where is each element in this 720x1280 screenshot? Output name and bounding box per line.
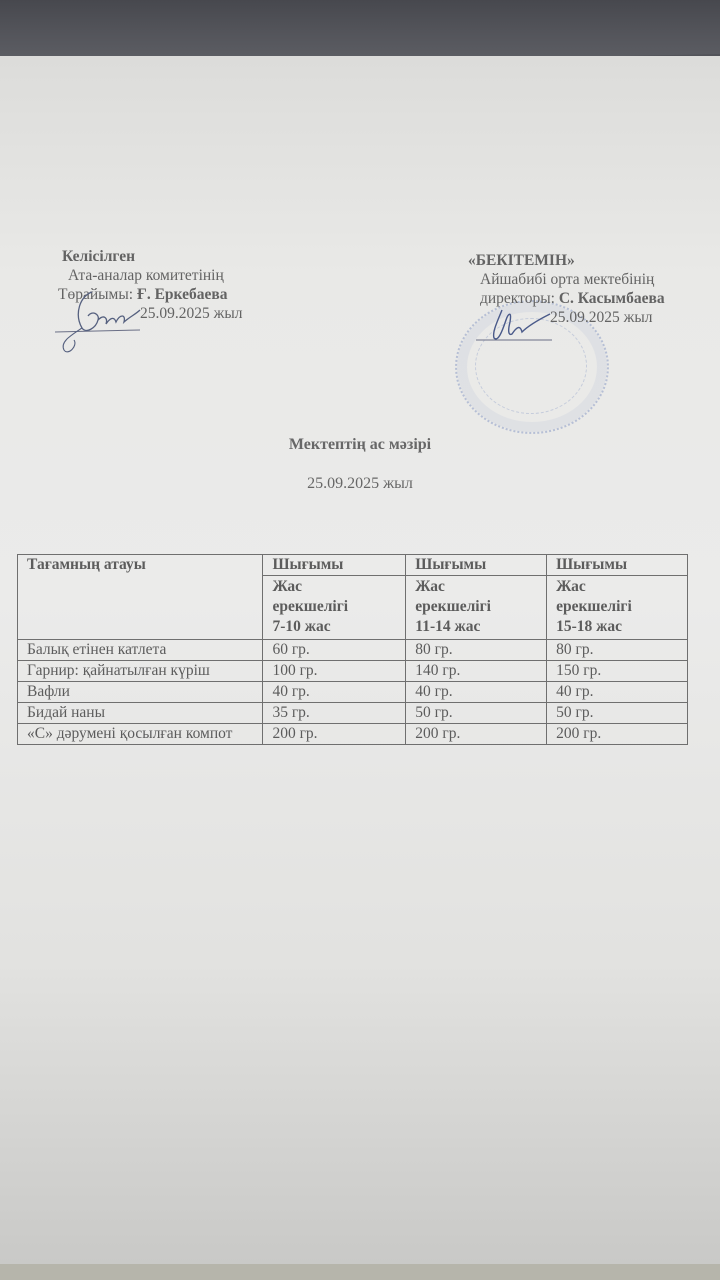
age-label: ерекшелігі <box>272 598 349 615</box>
portion-7-10: 35 гр. <box>263 703 406 724</box>
age-range: 15-18 жас <box>556 618 623 635</box>
agreed-date: 25.09.2025 жыл <box>140 305 243 322</box>
stamp-inner-ring <box>475 318 587 414</box>
menu-table <box>17 554 688 745</box>
table-row <box>18 724 688 745</box>
age-label: Жас <box>272 578 303 595</box>
portion-15-18: 80 гр. <box>547 640 688 661</box>
table-row <box>18 703 688 724</box>
header-age-7-10 <box>263 576 406 640</box>
chairperson-name: Ғ. Еркебаева <box>136 286 228 303</box>
approved-heading: «БЕКІТЕМІН» <box>468 252 575 269</box>
portion-15-18: 150 гр. <box>547 661 688 682</box>
portion-11-14: 40 гр. <box>406 682 547 703</box>
approved-date: 25.09.2025 жыл <box>550 309 653 326</box>
portion-11-14: 200 гр. <box>406 724 547 745</box>
portion-15-18: 40 гр. <box>547 682 688 703</box>
director-name: С. Касымбаева <box>558 290 665 307</box>
dish-name: Балық етінен катлета <box>18 640 263 661</box>
age-label: ерекшелігі <box>556 598 632 615</box>
header-output-1: Шығымы <box>263 555 406 576</box>
approval-block-agreed <box>58 247 242 323</box>
portion-15-18: 200 гр. <box>547 724 688 745</box>
age-label: Жас <box>556 578 586 595</box>
portion-7-10: 200 гр. <box>263 724 406 745</box>
portion-11-14: 80 гр. <box>406 640 547 661</box>
header-dish-name: Тағамның атауы <box>18 555 263 640</box>
portion-11-14: 50 гр. <box>406 703 547 724</box>
photo-surface-bottom <box>0 1264 720 1280</box>
header-age-15-18 <box>547 576 688 640</box>
document-date: 25.09.2025 жыл <box>307 475 413 492</box>
dish-name: Вафли <box>18 682 263 703</box>
header-output-3: Шығымы <box>547 555 688 576</box>
portion-11-14: 140 гр. <box>406 661 547 682</box>
director-label: директоры: <box>480 290 555 307</box>
chairperson-label: Төрайымы: <box>58 286 134 303</box>
table-row <box>18 640 688 661</box>
header-age-11-14 <box>406 576 547 640</box>
dish-name: «С» дәрумені қосылған компот <box>18 724 263 745</box>
age-label: Жас <box>415 578 445 595</box>
dish-name: Гарнир: қайнатылған күріш <box>18 661 263 682</box>
agreed-chairperson <box>58 285 242 304</box>
dish-name: Бидай наны <box>18 703 263 724</box>
page-title: Мектептің ас мәзірі <box>288 436 432 453</box>
portion-7-10: 60 гр. <box>263 640 406 661</box>
age-range: 11-14 жас <box>415 618 481 635</box>
table-row <box>18 682 688 703</box>
table-header-row <box>18 555 688 576</box>
header-output-2: Шығымы <box>406 555 547 576</box>
agreed-heading: Келісілген <box>62 248 136 265</box>
portion-7-10: 40 гр. <box>263 682 406 703</box>
portion-7-10: 100 гр. <box>263 661 406 682</box>
portion-15-18: 50 гр. <box>547 703 688 724</box>
age-range: 7-10 жас <box>272 618 331 635</box>
photo-backdrop-top <box>0 0 720 62</box>
approved-director <box>468 289 665 308</box>
approval-block-approved <box>468 251 665 327</box>
table-row <box>18 661 688 682</box>
age-label: ерекшелігі <box>415 598 491 615</box>
approved-school: Айшабибі орта мектебінің <box>480 271 655 288</box>
agreed-committee: Ата-аналар комитетінің <box>68 267 224 284</box>
